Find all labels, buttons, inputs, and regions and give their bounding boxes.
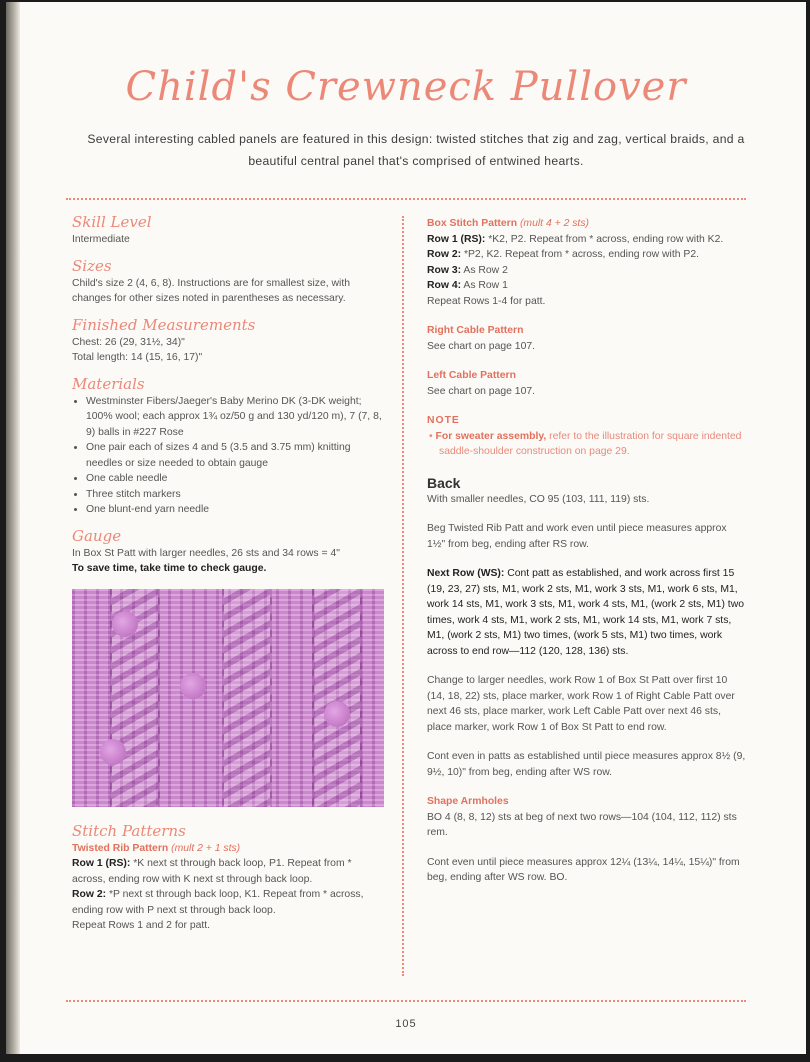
bobble: [112, 611, 138, 637]
next-row: [427, 566, 747, 659]
back-cast-on: With smaller needles, CO 95 (103, 111, 119) sts.: [427, 493, 650, 505]
skill-level-text: Intermediate: [72, 234, 130, 245]
left-cable-title: Left Cable Pattern: [427, 370, 516, 381]
twisted-rib-row-1: [72, 856, 382, 887]
materials-item: • One blunt-end yarn needle: [86, 502, 382, 518]
column-dotted-divider: [402, 216, 404, 976]
row-label: Row 1 (RS):: [427, 233, 486, 245]
book-spine: [6, 2, 20, 1054]
gauge-note: To save time, take time to check gauge.: [72, 563, 267, 574]
chest-measurement: Chest: 26 (29, 31½, 34)": [72, 336, 185, 348]
next-row-label: Next Row (WS):: [427, 568, 505, 579]
box-stitch-title: [427, 216, 747, 232]
stitch-patterns-heading: Stitch Patterns: [72, 821, 186, 840]
bottom-dotted-divider: [66, 1000, 746, 1002]
change-needles-text: Change to larger needles, work Row 1 of Box St Patt over first 10 (14, 18, 22) sts, place marker, work Row 1 of Right Cable Patt over next 46 sts, place marker, work Left Cable Patt over next 46 sts, place marker, work Row 1 of Box St Patt to end row.: [427, 675, 735, 733]
knit-swatch-photo: [72, 589, 384, 807]
row-instructions: As Row 2: [463, 264, 508, 276]
page-number: 105: [395, 1018, 417, 1030]
top-dotted-divider: [66, 198, 746, 200]
bobble: [324, 701, 350, 727]
skill-level-heading: Skill Level: [72, 213, 152, 231]
gauge-text: In Box St Patt with larger needles, 26 sts and 34 rows = 4": [72, 547, 340, 559]
cable-column: [222, 589, 272, 807]
next-row-text: Cont patt as established, and work across first 15 (19, 23, 27) sts, M1, work 2 sts, M1, work 3 sts, M1, work 6 sts, M1, work 14 sts, M1, work 3 sts, M1, work 4 sts, M1, (work 2 sts, M1) two times, work 4 sts, M1, work 2 sts, M1, work 14 sts, M1, work 7 sts, M1, (work 2 sts, M1) two times, (work 5 sts, M1) two times, work across to end row—112 (120, 128, 136) sts.: [427, 568, 744, 657]
box-stitch-section: [427, 216, 747, 309]
left-cable-section: [427, 368, 747, 399]
materials-item: • Three stitch markers: [86, 487, 382, 503]
box-stitch-name: Box Stitch Pattern: [427, 218, 518, 229]
back-rib: Beg Twisted Rib Patt and work even until piece measures approx 1½" from beg, ending after RS row.: [427, 523, 727, 550]
box-stitch-repeat: Repeat Rows 1-4 for patt.: [427, 295, 546, 307]
right-cable-title: Right Cable Pattern: [427, 325, 524, 336]
cable-column: [312, 589, 362, 807]
row-instructions: As Row 1: [463, 280, 508, 291]
note-bold: For sweater assembly,: [435, 430, 547, 442]
row-instructions: *K next st through back loop, P1. Repeat from * across, ending row with K next st through back loop.: [72, 858, 352, 885]
bobble: [180, 673, 206, 699]
row-label: Row 4:: [427, 280, 462, 291]
materials-item: • One cable needle: [86, 471, 382, 487]
row-label: Row 2:: [72, 889, 107, 900]
materials-item: • Westminster Fibers/Jaeger's Baby Merino DK (3-DK weight; 100% wool; each approx 1¾ oz/50 g and 130 yd/120 m), 7 (7, 8, 9) balls in #227 Rose: [86, 394, 382, 441]
note-text: • For sweater assembly, refer to the illustration for square indented saddle-shoulder construction on page 29.: [429, 430, 742, 457]
twisted-rib-repeat: Repeat Rows 1 and 2 for patt.: [72, 920, 211, 931]
left-cable-text: See chart on page 107.: [427, 385, 536, 397]
bobble: [100, 739, 126, 765]
row-instructions: *P2, K2. Repeat from * across, ending row with P2.: [463, 249, 700, 260]
right-column: [427, 216, 747, 886]
page-title: Child's Crewneck Pullover: [125, 64, 687, 110]
right-cable-section: [427, 323, 747, 354]
materials-item: • One pair each of sizes 4 and 5 (3.5 and 3.75 mm) knitting needles or size needed to obtain gauge: [86, 440, 382, 471]
note-label: NOTE: [427, 415, 460, 426]
note-section: [427, 413, 747, 460]
materials-list: [72, 394, 382, 518]
book-page: [6, 2, 806, 1054]
row-instructions: *K2, P2. Repeat from * across, ending row with K2.: [488, 233, 724, 245]
twisted-rib-multiple: (mult 2 + 1 sts): [171, 842, 241, 854]
intro-paragraph: Several interesting cabled panels are featured in this design: twisted stitches that zig and zag, vertical braids, and a beautiful central panel that's comprised of entwined hearts.: [87, 132, 745, 168]
right-cable-text: See chart on page 107.: [427, 340, 536, 352]
back-heading: Back: [427, 474, 461, 491]
row-label: Row 3:: [427, 264, 462, 276]
twisted-rib-title: [72, 841, 382, 857]
armholes-cont-text: Cont even until piece measures approx 12¼ (13¼, 14¼, 15¼)" from beg, ending after WS row. BO.: [427, 856, 740, 883]
cont-even-text: Cont even in patts as established until piece measures approx 8½ (9, 9½, 10)" from beg, ending after WS row.: [427, 751, 746, 778]
twisted-rib-name: Twisted Rib Pattern: [72, 842, 169, 854]
row-label: Row 2:: [427, 249, 462, 260]
sizes-text: Child's size 2 (4, 6, 8). Instructions are for smallest size, with changes for other sizes noted in parentheses as necessary.: [72, 277, 351, 304]
gauge-heading: Gauge: [72, 526, 122, 545]
box-stitch-multiple: (mult 4 + 2 sts): [519, 218, 589, 229]
note-body: refer to the illustration for square indented saddle-shoulder construction on page 29.: [439, 430, 742, 457]
sizes-heading: Sizes: [72, 256, 112, 275]
armholes-text: BO 4 (8, 8, 12) sts at beg of next two rows—104 (104, 112, 112) sts rem.: [427, 811, 737, 838]
shape-armholes-heading: Shape Armholes: [427, 796, 509, 807]
row-label: Row 1 (RS):: [72, 858, 131, 869]
row-instructions: *P next st through back loop, K1. Repeat from * across, ending row with P next st through back loop.: [72, 889, 364, 916]
materials-heading: Materials: [72, 374, 145, 393]
left-column: [72, 212, 382, 934]
twisted-rib-row-2: [72, 887, 382, 918]
length-measurement: Total length: 14 (15, 16, 17)": [72, 352, 203, 363]
finished-measurements-heading: Finished Measurements: [72, 315, 256, 334]
